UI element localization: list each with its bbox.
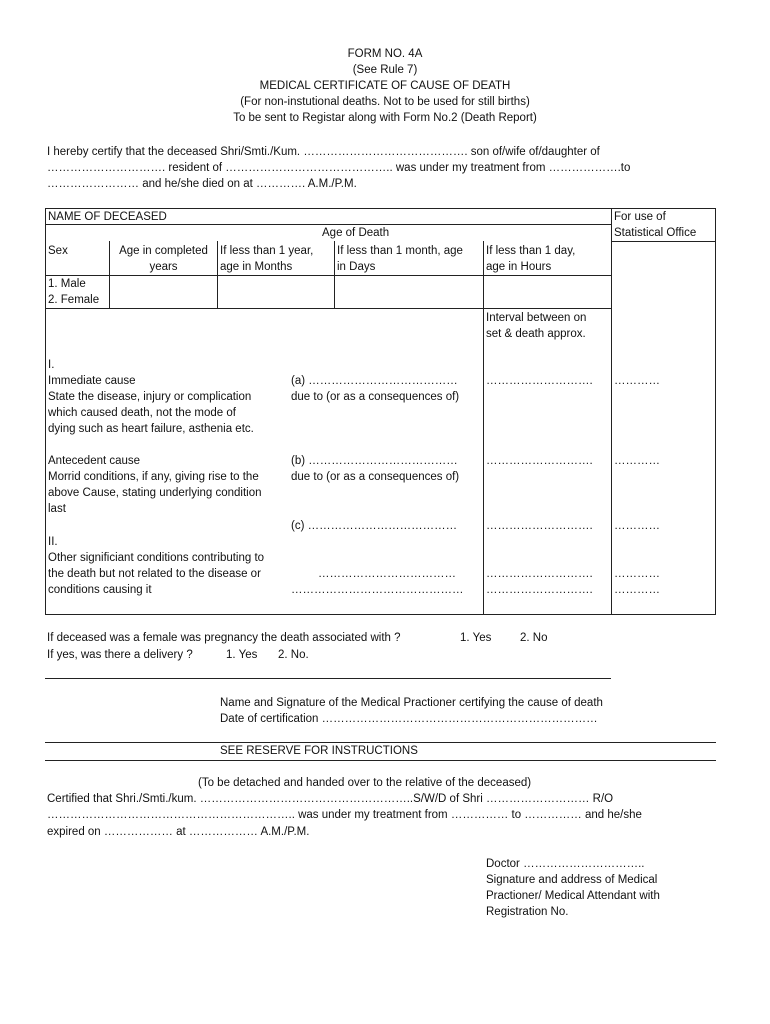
interval-d-dots: ………………………. — [486, 568, 593, 580]
immediate-desc-1: State the disease, injury or complication — [48, 391, 252, 403]
interval-b-dots: ………………………. — [486, 455, 593, 467]
statistical-office-label-2: Statistical Office — [614, 227, 697, 239]
delivery-yes: 1. Yes — [226, 649, 258, 661]
sex-label: Sex — [48, 245, 68, 257]
stat-a-dots: ………… — [614, 375, 660, 387]
antecedent-desc-3: last — [48, 503, 66, 515]
due-to-a: due to (or as a consequences of) — [291, 391, 460, 403]
due-to-b: due to (or as a consequences of) — [291, 471, 460, 483]
cause-c-line: (c) ………………………………… — [291, 520, 458, 532]
detach-line-3: expired on ……………… at ……………… A.M./P.M. — [47, 826, 310, 838]
less-day-label-2: age in Hours — [486, 261, 552, 273]
interval-label-2: set & death approx. — [486, 328, 586, 340]
immediate-cause-label: Immediate cause — [48, 375, 136, 387]
other-conditions-3: conditions causing it — [48, 584, 152, 596]
less-month-label-2: in Days — [337, 261, 376, 273]
detach-line-1: Certified that Shri./Smti./kum. ………………………………………………..S/W/D of Shri ……………………… R/O — [47, 793, 614, 805]
send-note: To be sent to Registar along with Form No.2 (Death Report) — [233, 112, 537, 124]
section-i-label: I. — [48, 359, 55, 371]
form-subtitle: (For non-instutional deaths. Not to be used for still births) — [240, 96, 530, 108]
other-conditions-1: Other significiant conditions contributing to — [48, 552, 265, 564]
antecedent-cause-label: Antecedent cause — [48, 455, 141, 467]
certify-line-2: …………………………. resident of …………………………………….. was under my treatment from ……………….to — [47, 162, 631, 174]
doctor-signature-label: Signature and address of Medical — [486, 874, 658, 886]
section-ii-label: II. — [48, 536, 58, 548]
interval-a-dots: ………………………. — [486, 375, 593, 387]
sex-option-female: 2. Female — [48, 294, 100, 306]
divider — [45, 760, 716, 761]
form-title: MEDICAL CERTIFICATE OF CAUSE OF DEATH — [259, 80, 511, 92]
divider — [45, 678, 611, 679]
less-month-label-1: If less than 1 month, age — [337, 245, 463, 257]
form-number: FORM NO. 4A — [347, 48, 423, 60]
other-dots-2: ……………………………………… — [291, 584, 464, 596]
delivery-no: 2. No. — [278, 649, 309, 661]
age-completed-label-2: years — [149, 261, 178, 273]
stat-e-dots: ………… — [614, 584, 660, 596]
sex-option-male: 1. Male — [48, 278, 86, 290]
statistical-office-label-1: For use of — [614, 211, 666, 223]
cause-b-line: (b) ………………………………… — [291, 455, 458, 467]
stat-b-dots: ………… — [614, 455, 660, 467]
stat-d-dots: ………… — [614, 568, 660, 580]
practitioner-signature-label: Name and Signature of the Medical Practioner certifying the cause of death — [220, 697, 603, 709]
interval-e-dots: ………………………. — [486, 584, 593, 596]
age-completed-label-1: Age in completed — [119, 245, 208, 257]
instructions-label: SEE RESERVE FOR INSTRUCTIONS — [220, 745, 418, 757]
interval-c-dots: ………………………. — [486, 520, 593, 532]
pregnancy-question: If deceased was a female was pregnancy the death associated with ? — [47, 632, 401, 644]
doctor-registration-label: Registration No. — [486, 906, 569, 918]
stat-c-dots: ………… — [614, 520, 660, 532]
less-day-label-1: If less than 1 day, — [486, 245, 576, 257]
certification-date-label: Date of certification ……………………………………………………………… — [220, 713, 598, 725]
doctor-practitioner-label: Practioner/ Medical Attendant with — [486, 890, 660, 902]
pregnancy-yes: 1. Yes — [460, 632, 492, 644]
certify-line-1: I hereby certify that the deceased Shri/Smti./Kum. ……………………………………. son of/wife of/daughter of — [47, 146, 600, 158]
other-conditions-2: the death but not related to the disease or — [48, 568, 261, 580]
detach-line-2: ……………………………………………………….. was under my treatment from …………… to …………… and he/she — [47, 809, 642, 821]
antecedent-desc-2: above Cause, stating underlying condition — [48, 487, 262, 499]
less-year-label-2: age in Months — [220, 261, 293, 273]
antecedent-desc-1: Morrid conditions, if any, giving rise to the — [48, 471, 259, 483]
doctor-line: Doctor ………………………….. — [486, 858, 645, 870]
delivery-question: If yes, was there a delivery ? — [47, 649, 193, 661]
name-of-deceased-label: NAME OF DECEASED — [48, 211, 167, 223]
certify-line-3: …………………… and he/she died on at …………. A.M./P.M. — [47, 178, 357, 190]
rule-reference: (See Rule 7) — [352, 64, 418, 76]
age-of-death-label: Age of Death — [322, 227, 390, 239]
cause-a-line: (a) ………………………………… — [291, 375, 458, 387]
immediate-desc-2: which caused death, not the mode of — [48, 407, 236, 419]
interval-label-1: Interval between on — [486, 312, 587, 324]
immediate-desc-3: dying such as heart failure, asthenia etc. — [48, 423, 254, 435]
other-dots-1: ……………………………… — [318, 568, 456, 580]
less-year-label-1: If less than 1 year, — [220, 245, 314, 257]
divider — [45, 742, 716, 743]
detach-note: (To be detached and handed over to the relative of the deceased) — [198, 777, 532, 789]
pregnancy-no: 2. No — [520, 632, 548, 644]
